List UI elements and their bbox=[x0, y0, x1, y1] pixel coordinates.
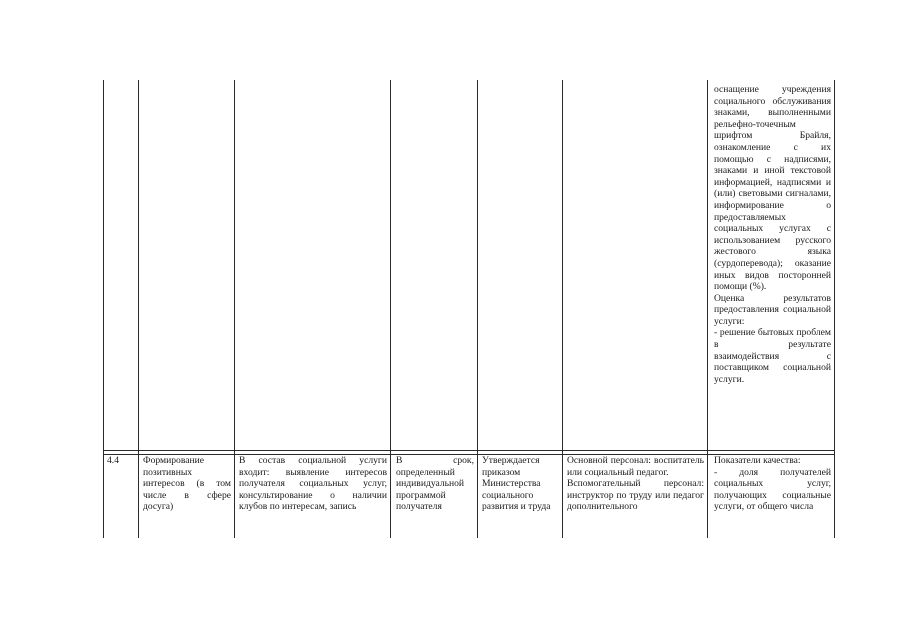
staff-main: Основной персонал: воспитатель или социальный педагог. bbox=[567, 455, 704, 478]
quality-indicators-continued bbox=[714, 84, 831, 446]
service-quality bbox=[714, 455, 831, 537]
quality-item: - доля получателей социальных услуг, получающих социальные услуги, от общего числа bbox=[714, 466, 831, 513]
row-number: 4.4 bbox=[107, 455, 119, 466]
service-term: В срок, определенный индивидуальной программой получателя bbox=[396, 455, 474, 513]
service-description: В состав социальной услуги входит: выявление интересов получателя социальных услуг, консультирование о наличии клубов по интересам, запись bbox=[239, 455, 387, 513]
evaluation-item: - решение бытовых проблем в результате взаимодействия с поставщиком социальной услуги. bbox=[714, 327, 831, 385]
service-basis: Утверждается приказом Министерства социального развития и труда bbox=[482, 455, 551, 513]
quality-indicators-text: оснащение учреждения социального обслуживания знаками, выполненными рельефно-точечным шрифтом Брайля, ознакомление с их помощью с надписями, знаками и иной текстовой информацией, надписями и (или) световыми сигналами, информирование о предоставляемых социальных услугах с использованием русского жестового языка (сурдоперевода); оказание иных видов посторонней помощи (%). bbox=[714, 84, 831, 293]
evaluation-heading: Оценка результатов предоставления социальной услуги: bbox=[714, 292, 831, 327]
service-name: Формирование позитивных интересов (в том числе в сфере досуга) bbox=[143, 455, 231, 513]
quality-title: Показатели качества: bbox=[714, 455, 801, 466]
service-staff bbox=[567, 455, 704, 537]
staff-aux: Вспомогательный персонал: инструктор по труду или педагог дополнительного bbox=[567, 478, 704, 513]
